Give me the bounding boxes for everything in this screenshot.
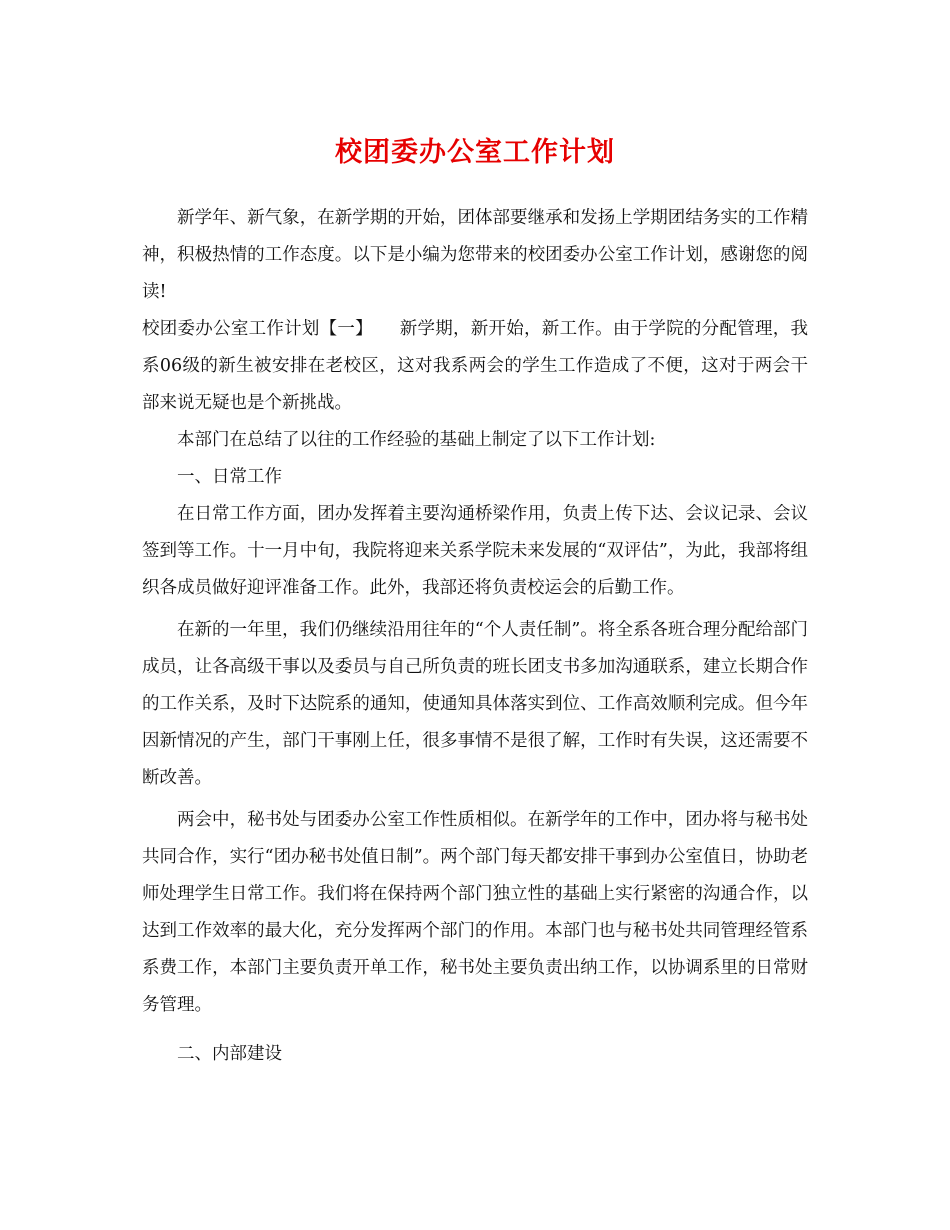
section-heading-daily-work: 一、日常工作 xyxy=(177,467,282,487)
document-title: 校团委办公室工作计划 xyxy=(335,137,615,168)
daily-work-paragraph: 在日常工作方面，团办发挥着主要沟通桥梁作用，负责上传下达、会议记录、会议签到等工作。十一月中旬，我院将迎来关系学院未来发展的“双评估”，为此，我部将组织各成员做好迎评准备工作。此外，我部还将负责校运会的后勤工作。 xyxy=(142,504,808,598)
section-heading-internal-building: 二、内部建设 xyxy=(177,1044,282,1064)
intro-paragraph: 新学年、新气象，在新学期的开始，团体部要继承和发扬上学期团结务实的工作精神，积极热情的工作态度。以下是小编为您带来的校团委办公室工作计划，感谢您的阅读! xyxy=(142,208,808,302)
cooperation-paragraph: 两会中，秘书处与团委办公室工作性质相似。在新学年的工作中，团办将与秘书处共同合作，实行“团办秘书处值日制”。两个部门每天都安排干事到办公室值日，协助老师处理学生日常工作。我们将在保持两个部门独立性的基础上实行紧密的沟通合作，以达到工作效率的最大化，充分发挥两个部门的作用。本部门也与秘书处共同管理经管系系费工作，本部门主要负责开单工作，秘书处主要负责出纳工作，以协调系里的日常财务管理。 xyxy=(142,810,808,1015)
document-body xyxy=(142,200,808,1073)
responsibility-paragraph: 在新的一年里，我们仍继续沿用往年的“个人责任制”。将全系各班合理分配给部门成员，让各高级干事以及委员与自己所负责的班长团支书多加沟通联系，建立长期合作的工作关系，及时下达院系的通知，使通知具体落实到位、工作高效顺利完成。但今年因新情况的产生，部门干事刚上任，很多事情不是很了解，工作时有失误，这还需要不断改善。 xyxy=(142,620,808,788)
summary-paragraph: 本部门在总结了以往的工作经验的基础上制定了以下工作计划: xyxy=(177,430,656,450)
plan-one-paragraph: 校团委办公室工作计划【一】 新学期，新开始，新工作。由于学院的分配管理，我系06级的新生被安排在老校区，这对我系两会的学生工作造成了不便，这对于两会干部来说无疑也是个新挑战。 xyxy=(142,319,808,413)
